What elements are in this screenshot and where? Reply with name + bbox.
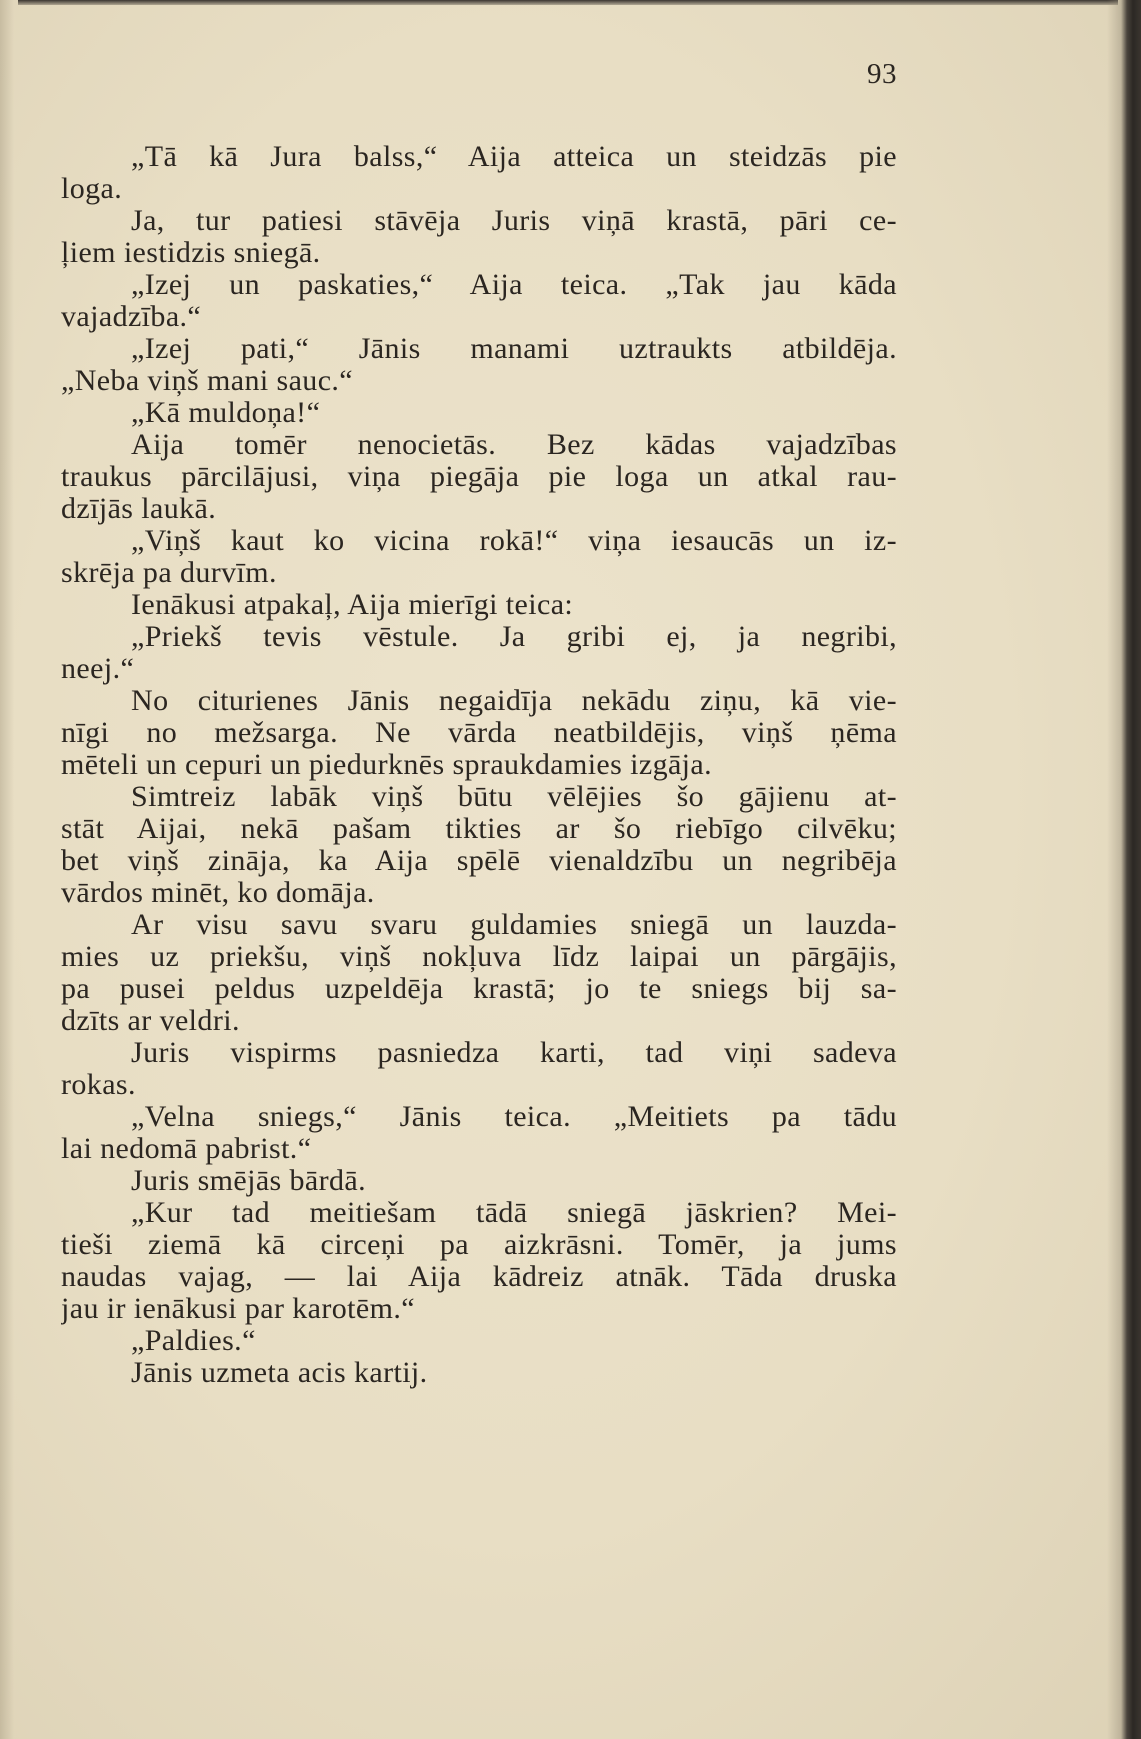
text-line: „Velna sniegs,“ Jānis teica. „Meitiets pa tādu <box>131 1101 897 1133</box>
text-line: Ienākusi atpakaļ, Aija mierīgi teica: <box>131 589 574 621</box>
text-line: Ja, tur patiesi stāvēja Juris viņā krastā, pāri ce- <box>131 205 897 237</box>
text-line: pa pusei peldus uzpeldēja krastā; jo te sniegs bij sa- <box>61 973 897 1005</box>
page-number: 93 <box>867 58 897 90</box>
paragraph <box>61 1037 897 1101</box>
text-line: naudas vajag, — lai Aija kādreiz atnāk. Tāda druska <box>61 1261 897 1293</box>
paragraph <box>61 909 897 1037</box>
paragraph <box>61 269 897 333</box>
text-line: No citurienes Jānis negaidīja nekādu ziņu, kā vie- <box>131 685 897 717</box>
paragraph <box>61 621 897 685</box>
paragraph <box>61 1357 897 1389</box>
text-line: Ar visu savu svaru guldamies sniegā un lauzda- <box>131 909 897 941</box>
text-line: nīgi no mežsarga. Ne vārda neatbildējis, viņš ņēma <box>61 717 897 749</box>
paragraph <box>61 397 897 429</box>
text-line: traukus pārcilājusi, viņa piegāja pie loga un atkal rau- <box>61 461 897 493</box>
text-line: stāt Aijai, nekā pašam tikties ar šo riebīgo cilvēku; <box>61 813 897 845</box>
paragraph <box>61 1165 897 1197</box>
paragraph <box>61 781 897 909</box>
text-line: Juris smējās bārdā. <box>131 1165 367 1197</box>
text-line: vajadzība.“ <box>61 301 202 333</box>
paragraph <box>61 205 897 269</box>
text-line: vārdos minēt, ko domāja. <box>61 877 375 909</box>
text-line: Jānis uzmeta acis kartij. <box>131 1357 428 1389</box>
text-line: skrēja pa durvīm. <box>61 557 277 589</box>
paragraph <box>61 1197 897 1325</box>
paragraph <box>61 1325 897 1357</box>
paragraph <box>61 589 897 621</box>
text-line: tieši ziemā kā circeņi pa aizkrāsni. Tomēr, ja jums <box>61 1229 897 1261</box>
text-line: jau ir ienākusi par karotēm.“ <box>61 1293 415 1325</box>
text-line: mēteli un cepuri un piedurknēs spraukdamies izgāja. <box>61 749 713 781</box>
text-line: „Tā kā Jura balss,“ Aija atteica un steidzās pie <box>131 141 897 173</box>
text-line: ļiem iestidzis sniegā. <box>61 237 321 269</box>
paragraph <box>61 429 897 525</box>
text-line: loga. <box>61 173 123 205</box>
text-line: „Kā muldoņa!“ <box>131 397 321 429</box>
text-line: Juris vispirms pasniedza karti, tad viņi sadeva <box>131 1037 897 1069</box>
text-line: „Neba viņš mani sauc.“ <box>61 365 354 397</box>
paragraph <box>61 333 897 397</box>
page-left-shade <box>0 0 14 1739</box>
text-line: dzīts ar veldri. <box>61 1005 240 1037</box>
text-line: Simtreiz labāk viņš būtu vēlējies šo gājienu at- <box>131 781 897 813</box>
paragraph <box>61 1101 897 1165</box>
text-line: neej.“ <box>61 653 135 685</box>
text-line: „Kur tad meitiešam tādā sniegā jāskrien? Mei- <box>131 1197 897 1229</box>
text-line: lai nedomā pabrist.“ <box>61 1133 312 1165</box>
page-right-edge <box>1107 0 1141 1739</box>
text-line: mies uz priekšu, viņš nokļuva līdz laipai un pārgājis, <box>61 941 897 973</box>
text-line: „Paldies.“ <box>131 1325 256 1357</box>
page-top-edge <box>18 0 1118 5</box>
text-line: „Priekš tevis vēstule. Ja gribi ej, ja negribi, <box>131 621 897 653</box>
text-line: dzījās laukā. <box>61 493 217 525</box>
text-line: „Viņš kaut ko vicina rokā!“ viņa iesaucās un iz- <box>131 525 897 557</box>
text-line: rokas. <box>61 1069 136 1101</box>
text-line: „Izej un paskaties,“ Aija teica. „Tak jau kāda <box>131 269 897 301</box>
paragraph <box>61 525 897 589</box>
text-line: bet viņš zināja, ka Aija spēlē vienaldzību un negribēja <box>61 845 897 877</box>
text-line: Aija tomēr nenocietās. Bez kādas vajadzības <box>131 429 897 461</box>
body-text <box>61 141 897 1389</box>
paragraph <box>61 685 897 781</box>
paragraph <box>61 141 897 205</box>
text-line: „Izej pati,“ Jānis manami uztraukts atbildēja. <box>131 333 897 365</box>
